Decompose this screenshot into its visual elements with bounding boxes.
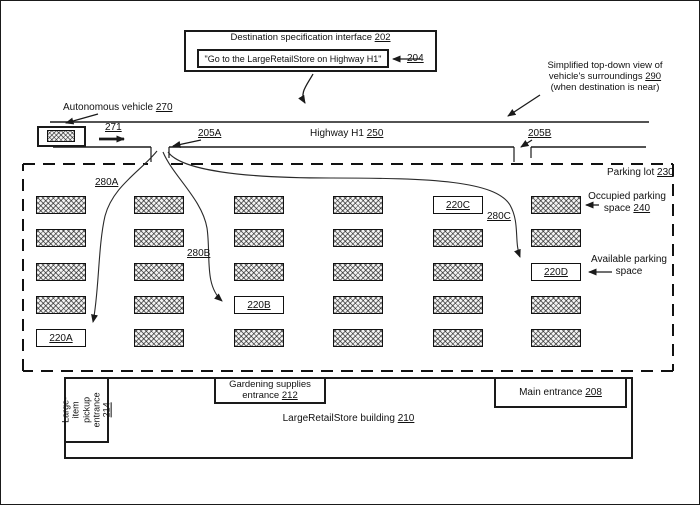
parking-space-occupied xyxy=(333,229,383,247)
parking-space-occupied xyxy=(234,263,284,281)
available-space-label: 220B xyxy=(247,299,271,311)
available-space-label: 220A xyxy=(49,332,73,344)
parking-space-occupied xyxy=(36,229,86,247)
vehicle-cabin xyxy=(47,130,75,142)
parking-space-available-220C xyxy=(433,196,483,214)
parking-space-occupied xyxy=(234,229,284,247)
parking-space-available-220B xyxy=(234,296,284,314)
exit-b-label: 205B xyxy=(528,128,552,139)
available-space-label: 220D xyxy=(544,266,568,278)
parking-space-occupied xyxy=(531,296,581,314)
available-legend: Available parking space xyxy=(591,254,667,277)
parking-space-occupied xyxy=(333,329,383,347)
parking-space-occupied xyxy=(333,296,383,314)
vehicle-label: Autonomous vehicle 270 xyxy=(63,102,173,113)
parking-space-occupied xyxy=(433,263,483,281)
pickup-entrance-label: Large-item pickup entrance 214 xyxy=(60,392,113,428)
parking-lot-label: Parking lot 230 xyxy=(607,167,674,178)
parking-space-occupied xyxy=(134,329,184,347)
parking-space-occupied xyxy=(433,329,483,347)
gardening-entrance xyxy=(214,377,326,404)
parking-space-occupied xyxy=(134,196,184,214)
parking-space-occupied xyxy=(134,263,184,281)
main-entrance xyxy=(494,377,627,408)
surroundings-note: Simplified top-down view of vehicle's surroundings 290 (when destination is near) xyxy=(547,60,663,94)
parking-space-occupied xyxy=(134,296,184,314)
autonomous-vehicle xyxy=(37,126,86,147)
main-entrance-label: Main entrance 208 xyxy=(519,387,602,398)
query-ref-label: 204 xyxy=(407,53,424,64)
motion-ref-label: 271 xyxy=(105,122,122,133)
occupied-legend: Occupied parking space 240 xyxy=(588,191,666,214)
available-space-label: 220C xyxy=(446,199,470,211)
parking-space-occupied xyxy=(333,263,383,281)
parking-space-occupied xyxy=(134,229,184,247)
route-280B-label: 280B xyxy=(187,248,211,259)
parking-space-occupied xyxy=(36,196,86,214)
destination-query-text: "Go to the LargeRetailStore on Highway H1" xyxy=(204,53,382,64)
destination-interface-title: Destination specification interface 202 xyxy=(230,32,391,43)
parking-space-occupied xyxy=(36,263,86,281)
route-280C-label: 280C xyxy=(487,211,511,222)
destination-query-field xyxy=(197,49,389,68)
parking-space-occupied xyxy=(36,296,86,314)
large-item-pickup-entrance xyxy=(60,377,113,443)
parking-space-occupied xyxy=(531,329,581,347)
parking-space-occupied xyxy=(433,229,483,247)
parking-space-available-220D xyxy=(531,263,581,281)
highway-label: Highway H1 250 xyxy=(310,128,384,139)
parking-space-occupied xyxy=(531,229,581,247)
parking-space-occupied xyxy=(234,196,284,214)
exit-a-label: 205A xyxy=(198,128,222,139)
gardening-entrance-label: Gardening supplies entrance 212 xyxy=(229,378,311,401)
parking-space-occupied xyxy=(333,196,383,214)
parking-space-occupied xyxy=(234,329,284,347)
parking-space-occupied xyxy=(531,196,581,214)
parking-space-occupied xyxy=(433,296,483,314)
parking-space-available-220A xyxy=(36,329,86,347)
route-280A-label: 280A xyxy=(95,177,119,188)
building-name: LargeRetailStore building 210 xyxy=(282,413,415,424)
